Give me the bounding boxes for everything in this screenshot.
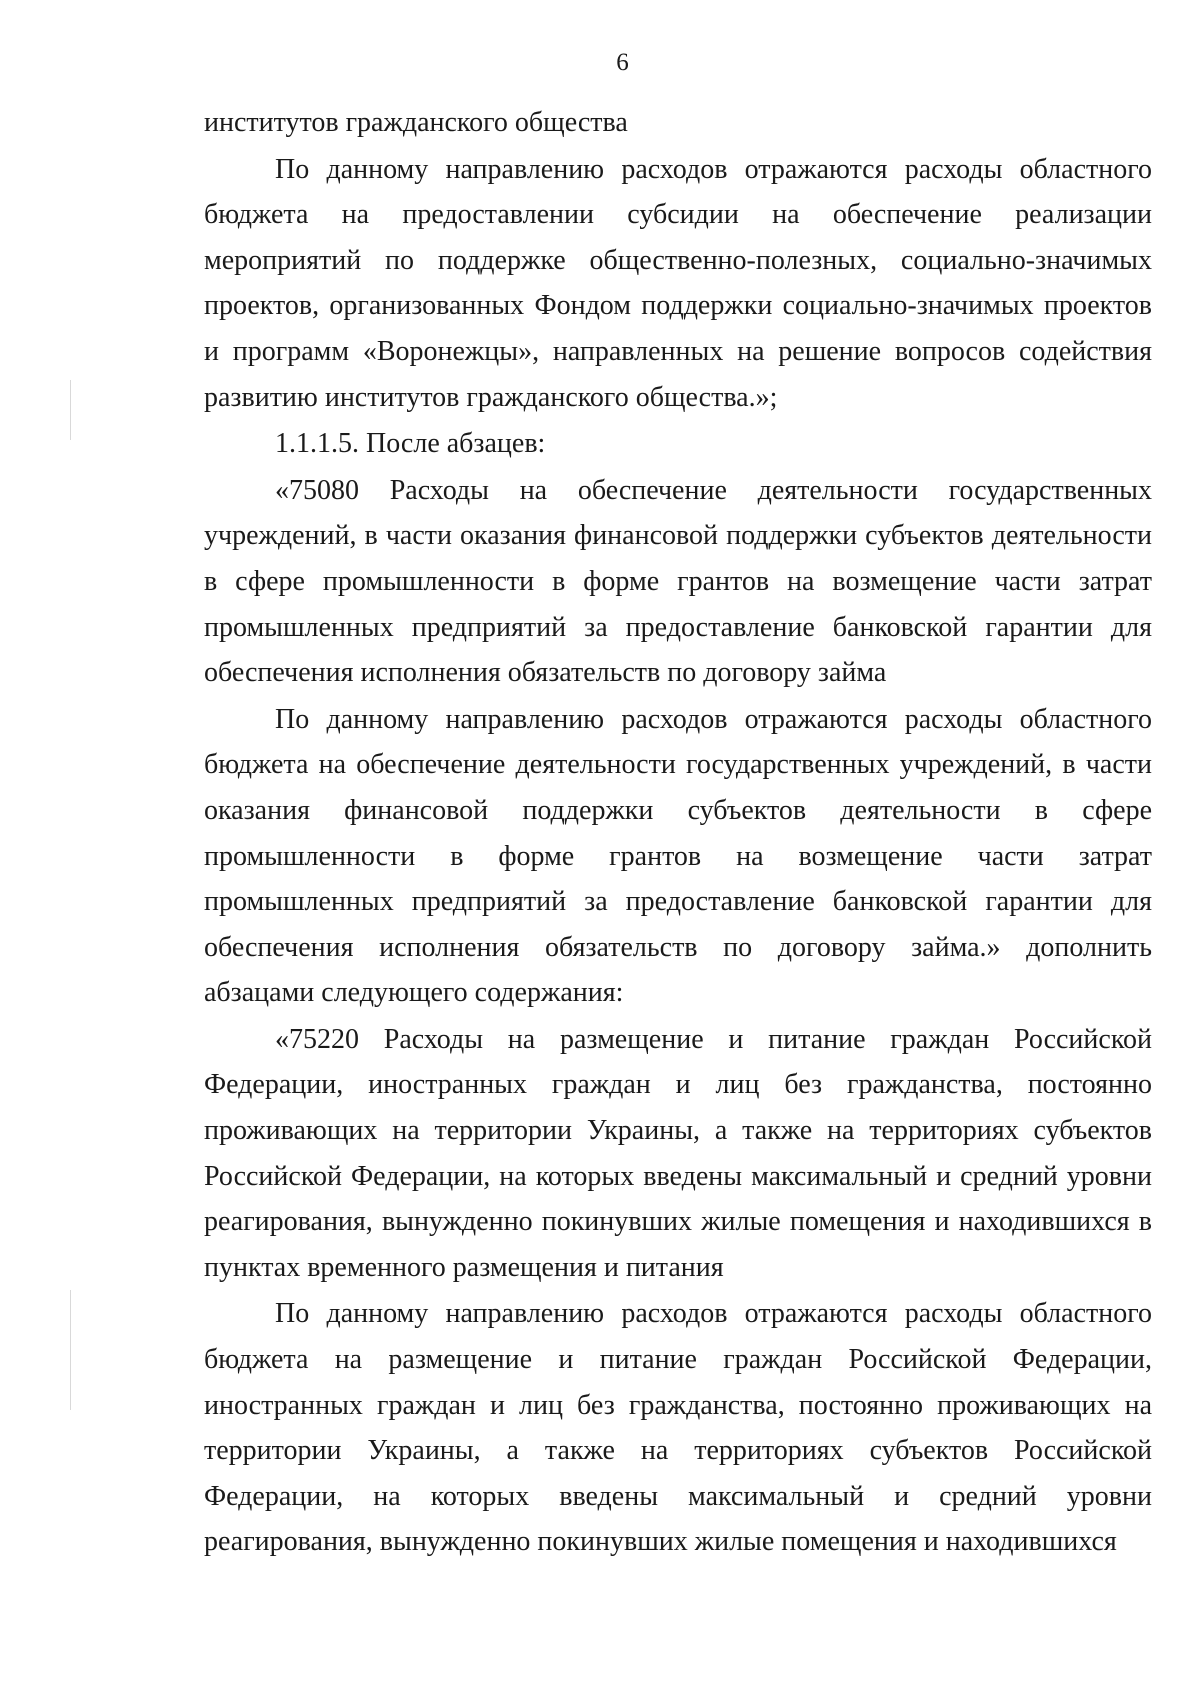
paragraph-clause-number: 1.1.1.5. После абзацев:: [275, 428, 546, 460]
paragraph-continuation: институтов гражданского общества: [204, 107, 628, 138]
paragraph-expense-description: По данному направлению расходов отражаются расходы областного бюджета на размещение и питание граждан Российской Федерации, иностранных граждан и лиц без гражданства, постоянно проживающих на территории Украины, а также на территориях субъектов Российской Федерации, на которых введены максимальный и средний уровни реагирования, вынужденно покинувших жилые помещения и находившихся: [204, 1298, 1152, 1558]
paragraph-expense-description: По данному направлению расходов отражаются расходы областного бюджета на предоставлении субсидии на обеспечение реализации мероприятий по поддержке общественно-полезных, социально-значимых проектов, организованных Фондом поддержки социально-значимых проектов и программ «Воронежцы», направленных на решение вопросов содействия развитию институтов гражданского общества.»;: [204, 153, 1152, 413]
paragraph-expense-description: По данному направлению расходов отражаются расходы областного бюджета на обеспечение деятельности государственных учреждений, в части оказания финансовой поддержки субъектов деятельности в сфере промышленности в форме грантов на возмещение части затрат промышленных предприятий за предоставление банковской гарантии для обеспечения исполнения обязательств по договору займа.» дополнить абзацами следующего содержания:: [204, 703, 1152, 1009]
document-body: [204, 100, 1152, 1565]
scan-artifact-line: [70, 380, 71, 440]
scan-artifact-line: [70, 1290, 71, 1410]
page-number: 6: [616, 49, 629, 76]
paragraph-code-75080: «75080 Расходы на обеспечение деятельности государственных учреждений, в части оказания финансовой поддержки субъектов деятельности в сфере промышленности в форме грантов на возмещение части затрат промышленных предприятий за предоставление банковской гарантии для обеспечения исполнения обязательств по договору займа: [204, 474, 1152, 689]
paragraph-code-75220: «75220 Расходы на размещение и питание граждан Российской Федерации, иностранных граждан и лиц без гражданства, постоянно проживающих на территории Украины, а также на территориях субъектов Российской Федерации, на которых введены максимальный и средний уровни реагирования, вынужденно покинувших жилые помещения и находившихся в пунктах временного размещения и питания: [204, 1023, 1152, 1283]
